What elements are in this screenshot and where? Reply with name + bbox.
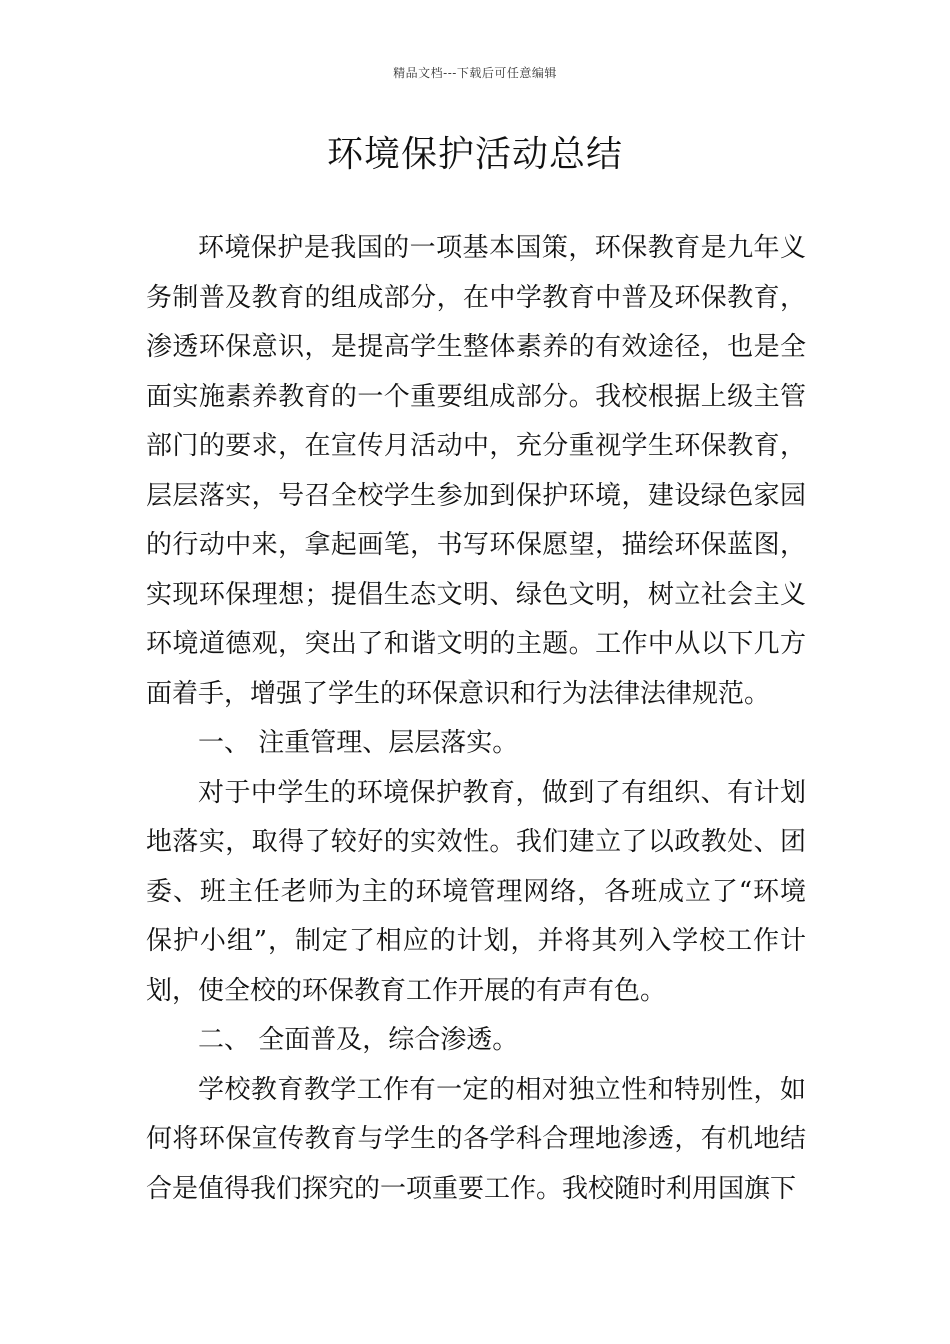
paragraph-management: 对于中学生的环境保护教育，做到了有组织、有计划地落实，取得了较好的实效性。我们建立了以政教处、团委、班主任老师为主的环境管理网络，各班成立了“环境保护小组”，制定了相应的计划，并将其列入学校工作计划，使全校的环保教育工作开展的有声有色。	[146, 777, 806, 1006]
paragraph-intro: 环境保护是我国的一项基本国策，环保教育是九年义务制普及教育的组成部分，在中学教育中普及环保教育，渗透环保意识，是提高学生整体素养的有效途径，也是全面实施素养教育的一个重要组成部分。我校根据上级主管部门的要求，在宣传月活动中，充分重视学生环保教育，层层落实，号召全校学生参加到保护环境，建设绿色家园的行动中来，拿起画笔，书写环保愿望，描绘环保蓝图，实现环保理想；提倡生态文明、绿色文明，树立社会主义环境道德观，突出了和谐文明的主题。工作中从以下几方面着手，增强了学生的环保意识和行为法律法律规范。	[146, 233, 806, 709]
document-body	[146, 224, 806, 1214]
section-heading-1: 一、 注重管理、层层落实。	[198, 728, 519, 758]
section-heading-2: 二、 全面普及，综合渗透。	[198, 1025, 519, 1055]
paragraph-integration: 学校教育教学工作有一定的相对独立性和特别性，如何将环保宣传教育与学生的各学科合理地渗透，有机地结合是值得我们探究的一项重要工作。我校随时利用国旗下	[146, 1074, 806, 1204]
document-title: 环境保护活动总结	[326, 134, 623, 175]
header-note: 精品文档---下载后可任意编辑	[393, 66, 557, 80]
